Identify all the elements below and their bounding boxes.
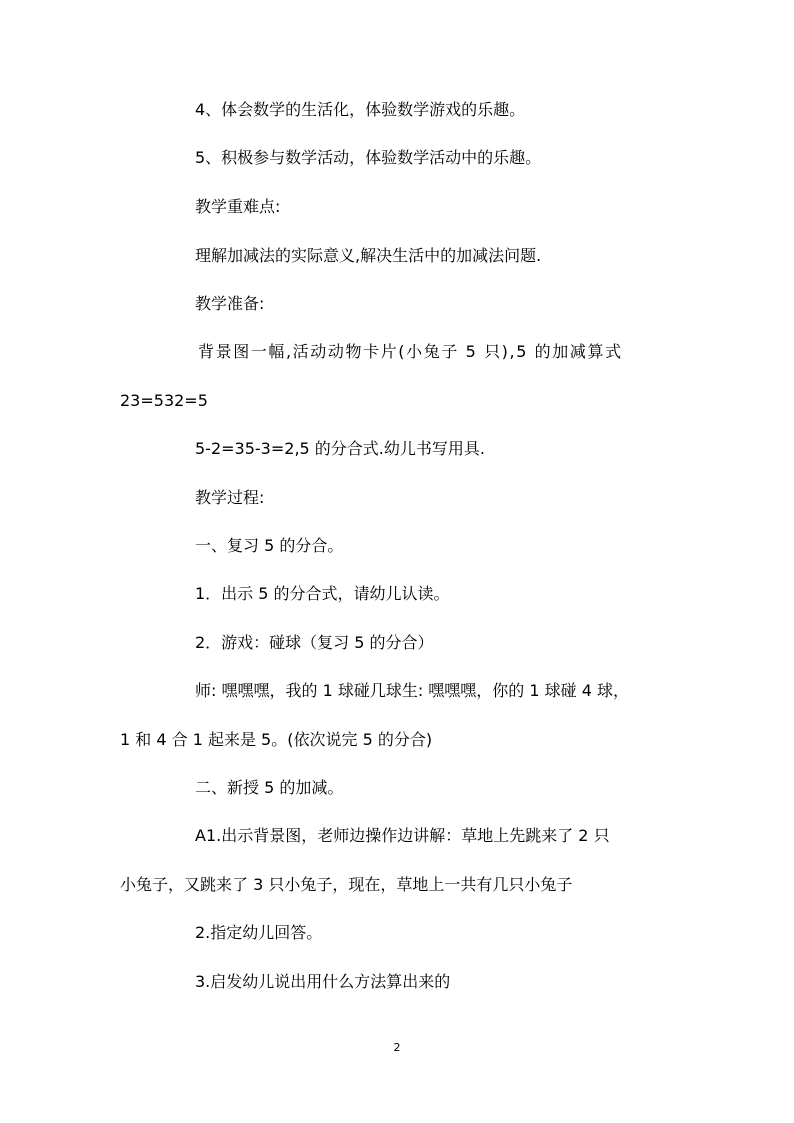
- new-step-1: A1.出示背景图，老师边操作边讲解：草地上先跳来了 2 只: [195, 826, 610, 845]
- process-heading: 教学过程:: [195, 488, 265, 507]
- page-number: 2: [393, 1041, 401, 1054]
- section-2-heading: 二、新授 5 的加减。: [195, 778, 344, 797]
- objective-4: 4、体会数学的生活化，体验数学游戏的乐趣。: [195, 100, 526, 119]
- preparation-text-content: 背景图一幅,活动动物卡片(小兔子 5 只),5 的加减算式: [198, 342, 623, 361]
- preparation-text: [198, 341, 674, 363]
- new-step-2: 2.指定幼儿回答。: [195, 923, 323, 942]
- step-2: 2．游戏：碰球（复习 5 的分合）: [195, 633, 434, 652]
- preparation-heading: 教学准备:: [195, 294, 265, 313]
- key-points-text: 理解加减法的实际意义,解决生活中的加减法问题.: [195, 246, 542, 265]
- step-1: 1．出示 5 的分合式，请幼儿认读。: [195, 584, 450, 603]
- game-dialogue: 师: 嘿嘿嘿，我的 1 球碰几球生: 嘿嘿嘿，你的 1 球碰 4 球，: [195, 681, 630, 700]
- preparation-formula-1: 23=532=5: [120, 391, 208, 410]
- preparation-formula-2: 5-2=35-3=2,5 的分合式.幼儿书写用具.: [195, 439, 485, 458]
- game-dialogue-continued: 1 和 4 合 1 起来是 5。(依次说完 5 的分合): [120, 730, 433, 749]
- section-1-heading: 一、复习 5 的分合。: [195, 536, 344, 555]
- objective-5: 5、积极参与数学活动，体验数学活动中的乐趣。: [195, 148, 542, 167]
- new-step-3: 3.启发幼儿说出用什么方法算出来的: [195, 972, 451, 991]
- key-points-heading: 教学重难点:: [195, 197, 281, 216]
- new-step-1-continued: 小兔子，又跳来了 3 只小兔子，现在，草地上一共有几只小兔子: [120, 875, 573, 894]
